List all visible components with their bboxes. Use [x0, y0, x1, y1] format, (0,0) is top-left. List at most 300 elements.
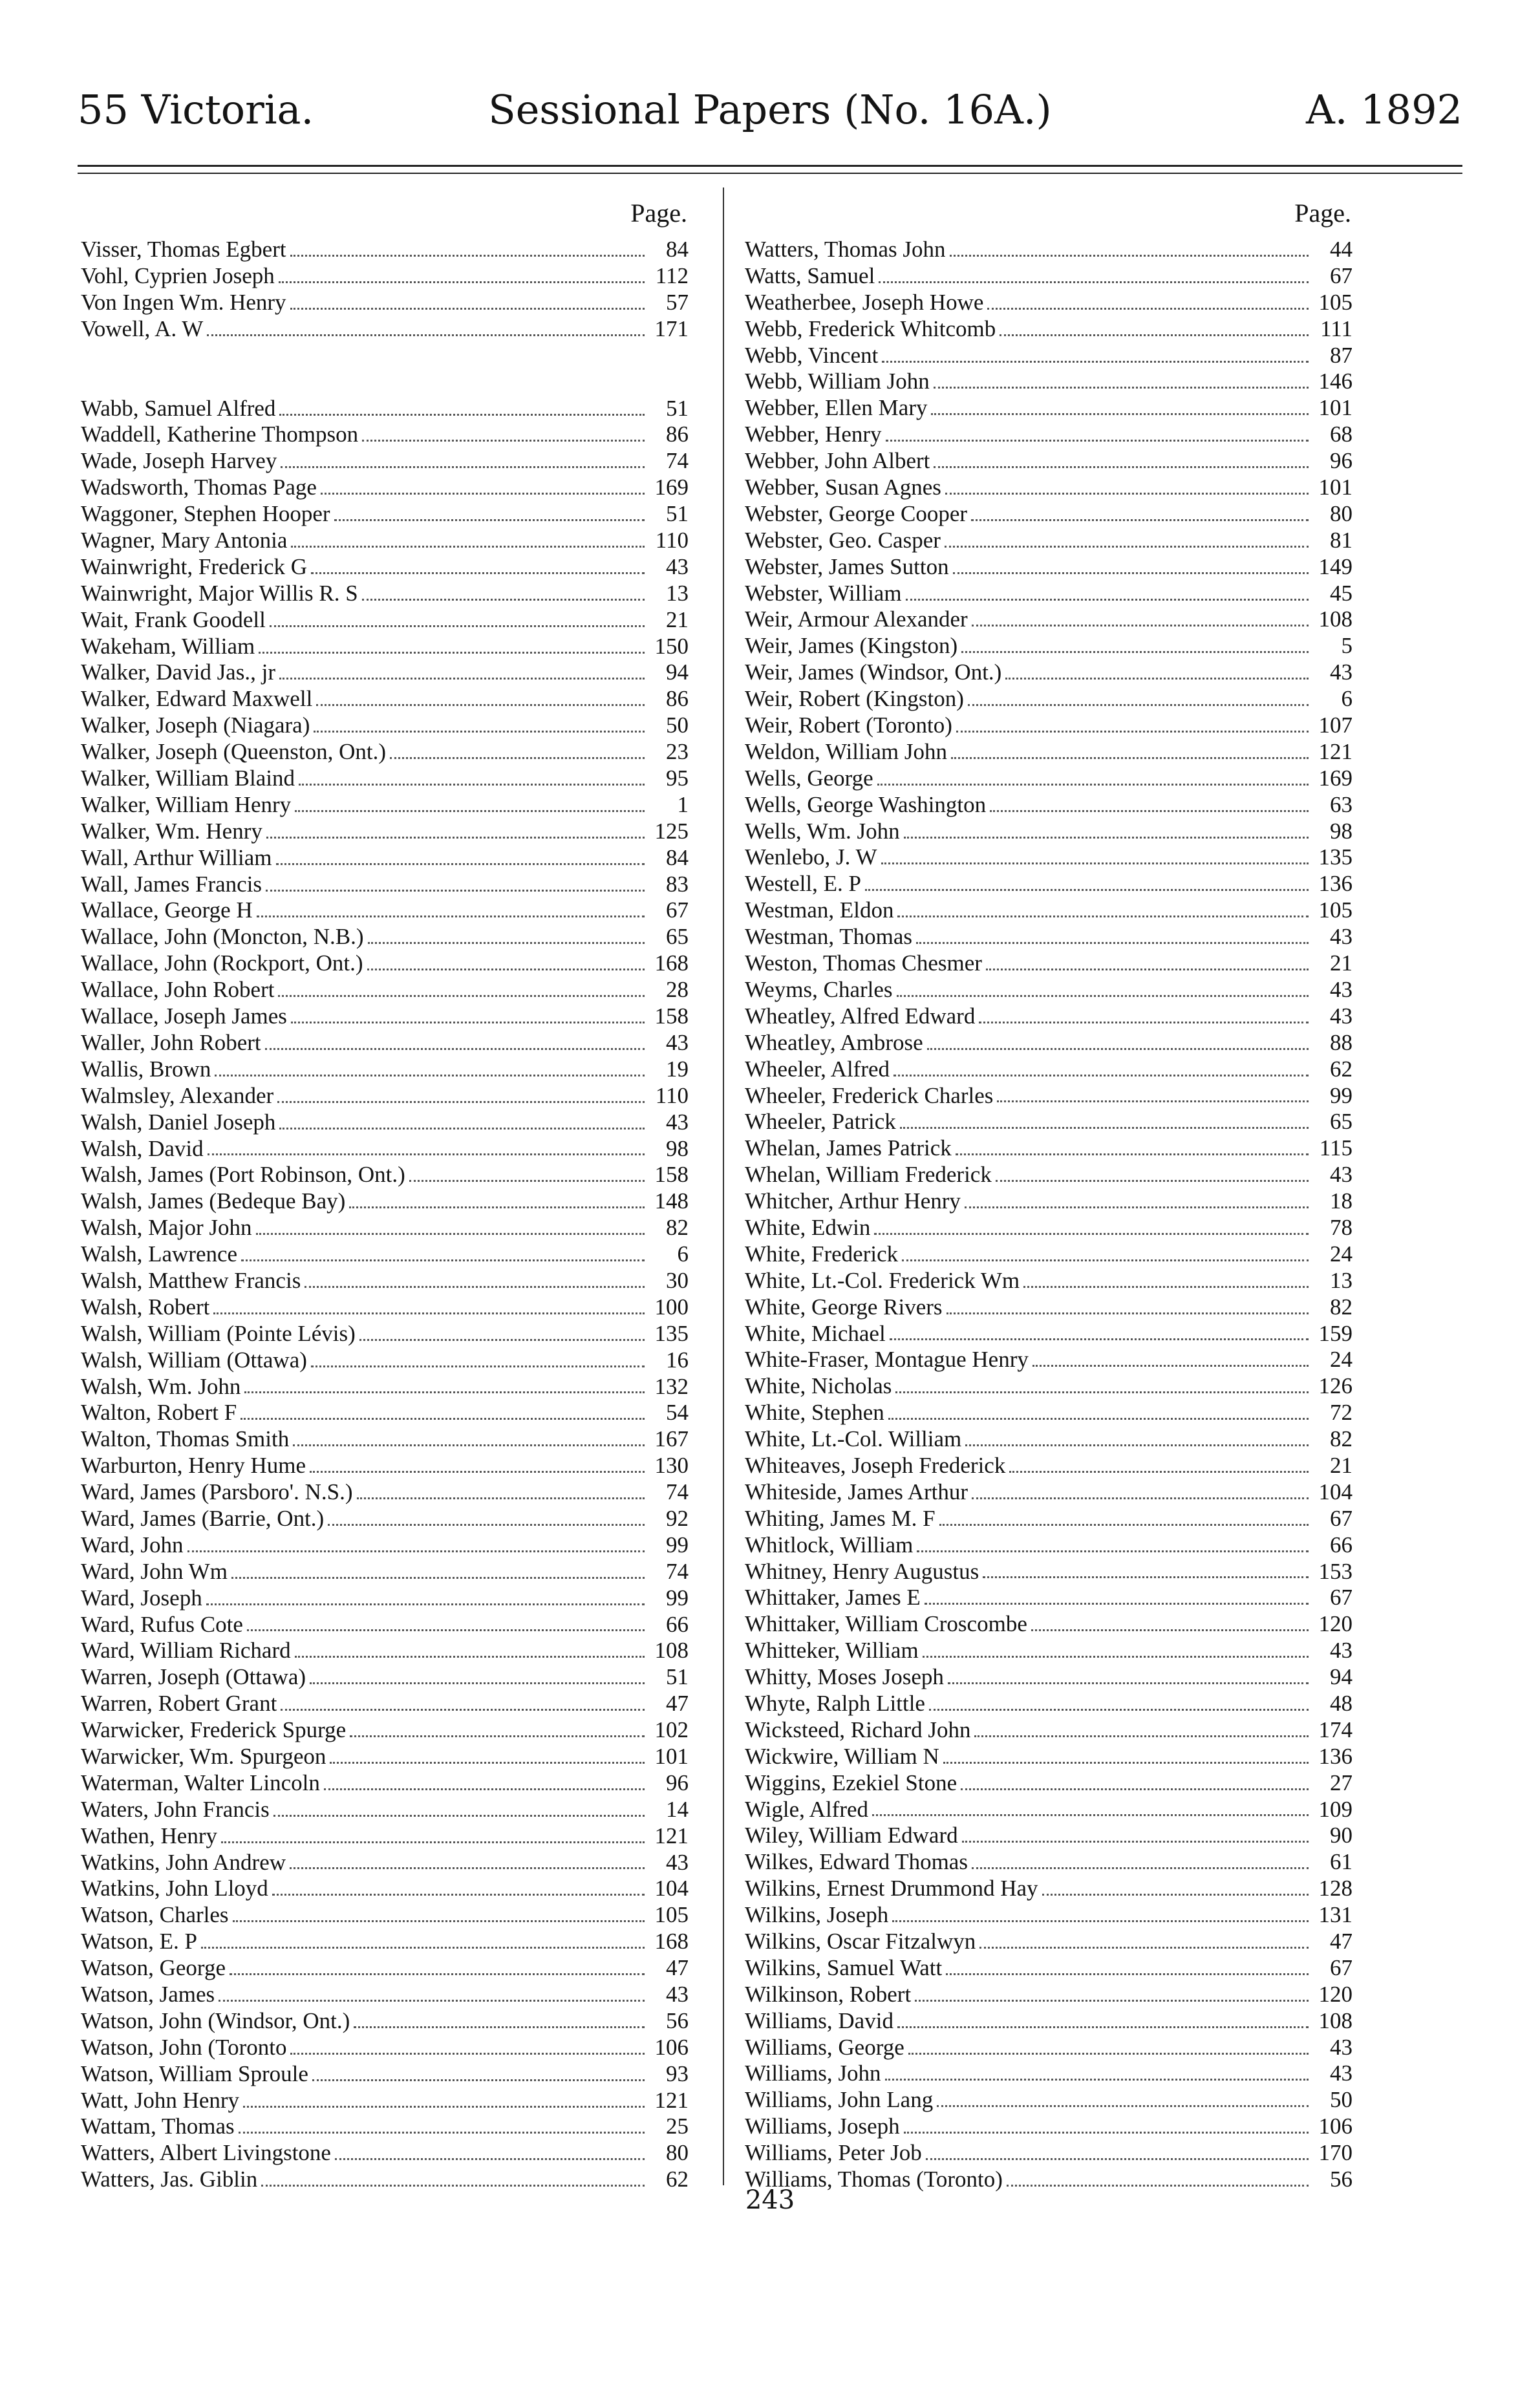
index-entry: [81, 2061, 689, 2088]
entry-page: 95: [666, 765, 689, 791]
entry-name: Vowell, A. W: [81, 316, 204, 341]
dot-leader: [934, 387, 1309, 389]
entry-name: Wattam, Thomas: [81, 2114, 235, 2139]
entry-name: Webster, George Cooper: [745, 500, 968, 526]
entry-name: Walsh, David: [81, 1135, 204, 1161]
dot-leader: [213, 1312, 645, 1314]
dot-leader: [885, 2079, 1309, 2081]
entry-name: Webster, William: [745, 580, 902, 606]
dot-leader: [879, 281, 1309, 283]
entry-page: 74: [666, 1479, 689, 1505]
dot-leader: [291, 1022, 645, 1023]
entry-page: 96: [666, 1770, 689, 1795]
entry-name: Whiting, James M. F: [745, 1505, 936, 1531]
dot-leader: [971, 519, 1309, 521]
dot-leader: [277, 1101, 645, 1103]
dot-leader: [295, 1656, 645, 1658]
entry-page: 168: [654, 950, 689, 976]
entry-page: 62: [666, 2167, 689, 2192]
entry-name: Watson, William Sproule: [81, 2061, 308, 2086]
entry-page: 57: [666, 289, 689, 315]
entry-name: White, George Rivers: [745, 1294, 943, 1320]
index-entry: [81, 581, 689, 607]
entry-name: Whittaker, James E: [745, 1585, 921, 1611]
index-entry: [745, 1294, 1353, 1321]
entry-page: 67: [1330, 1585, 1353, 1611]
entry-name: Walsh, Robert: [81, 1294, 210, 1320]
entry-name: Wakeham, William: [81, 633, 255, 659]
index-entry: [81, 765, 689, 792]
index-entry: [81, 1612, 689, 1638]
dot-leader: [929, 1709, 1309, 1711]
entry-name: Wheatley, Ambrose: [745, 1029, 923, 1055]
entry-name: Whittaker, William Croscombe: [745, 1611, 1027, 1637]
dot-leader: [1042, 1894, 1309, 1896]
dot-leader: [257, 915, 645, 917]
entry-name: Walker, Wm. Henry: [81, 818, 262, 844]
index-entry: [81, 1638, 689, 1664]
entry-page: 6: [677, 1241, 689, 1267]
entry-page: 67: [1330, 262, 1353, 288]
entry-page: 169: [654, 475, 689, 500]
entry-page: 23: [666, 739, 689, 765]
entry-page: 27: [1330, 1770, 1353, 1795]
entry-page: 125: [654, 818, 689, 844]
dot-leader: [937, 2105, 1309, 2107]
index-entry: [745, 1135, 1353, 1162]
entry-name: Weir, Robert (Toronto): [745, 712, 952, 738]
entry-page: 74: [666, 448, 689, 474]
dot-leader: [316, 704, 645, 706]
entry-page: 21: [666, 606, 689, 632]
entry-page: 63: [1330, 791, 1353, 817]
index-entry: [745, 844, 1353, 871]
index-entry: [81, 1268, 689, 1294]
index-entry: [81, 501, 689, 528]
entry-name: Weir, Robert (Kingston): [745, 686, 964, 712]
entry-name: Wiggins, Ezekiel Stone: [745, 1770, 957, 1795]
index-entry: [745, 1955, 1353, 1982]
entry-page: 65: [1330, 1109, 1353, 1135]
entry-page: 51: [666, 501, 689, 527]
entry-page: 121: [1318, 738, 1353, 764]
dot-leader: [956, 1153, 1309, 1155]
entry-page: 47: [1330, 1929, 1353, 1954]
dot-leader: [279, 1128, 645, 1129]
entry-name: Wabb, Samuel Alfred: [81, 395, 276, 421]
entry-name: Weir, Armour Alexander: [745, 606, 968, 632]
index-entry: [745, 1585, 1353, 1611]
entry-page: 105: [654, 1902, 689, 1928]
index-entry: [745, 395, 1353, 422]
index-entry: [745, 2087, 1353, 2114]
dot-leader: [956, 731, 1309, 733]
entry-page: 43: [1330, 2034, 1353, 2060]
index-entry: [81, 1400, 689, 1426]
dot-leader: [390, 757, 645, 759]
entry-page: 107: [1318, 712, 1353, 738]
dot-leader: [900, 1127, 1309, 1129]
entry-name: Wathen, Henry: [81, 1823, 217, 1848]
entry-name: Westman, Thomas: [745, 924, 912, 950]
index-entry: [81, 712, 689, 739]
index-entry: [745, 924, 1353, 950]
dot-leader: [972, 625, 1309, 626]
index-entry: [81, 1585, 689, 1612]
entry-page: 43: [666, 1109, 689, 1135]
entry-page: 61: [1330, 1849, 1353, 1875]
entry-page: 94: [1330, 1664, 1353, 1690]
index-column-left: [81, 194, 689, 2193]
entry-name: Ward, John Wm: [81, 1558, 228, 1584]
entry-page: 121: [654, 1823, 689, 1848]
index-entry: [81, 1294, 689, 1321]
entry-name: Williams, Peter Job: [745, 2140, 922, 2166]
dot-leader: [893, 1075, 1309, 1076]
index-entry: [81, 872, 689, 898]
entry-page: 108: [1318, 606, 1353, 632]
entry-name: Wells, Wm. John: [745, 818, 900, 844]
entry-name: Walker, David Jas., jr: [81, 659, 275, 685]
entry-name: Whelan, James Patrick: [745, 1135, 952, 1161]
index-entry: [81, 1797, 689, 1823]
index-entry: [81, 1162, 689, 1188]
index-entry: [81, 924, 689, 950]
index-entry: [81, 290, 689, 316]
index-entry: [81, 686, 689, 712]
dot-leader: [215, 1075, 645, 1076]
index-entry: [81, 950, 689, 977]
entry-name: Wilkins, Samuel Watt: [745, 1954, 943, 1980]
dot-leader: [897, 2026, 1309, 2028]
entry-page: 83: [666, 871, 689, 897]
entry-name: Wenlebo, J. W: [745, 844, 877, 870]
entry-page: 19: [666, 1056, 689, 1082]
dot-leader: [290, 1867, 645, 1869]
index-entry: [745, 1876, 1353, 1902]
index-entry: [745, 1638, 1353, 1664]
entry-name: Watson, John (Toronto: [81, 2034, 287, 2060]
entry-page: 43: [1330, 1638, 1353, 1664]
index-entry: [81, 1321, 689, 1347]
entry-page: 43: [1330, 2061, 1353, 2086]
entry-page: 150: [654, 633, 689, 659]
entry-page: 148: [654, 1188, 689, 1214]
index-entry: [81, 1850, 689, 1876]
entry-name: Wagner, Mary Antonia: [81, 528, 288, 553]
entry-name: Webber, Ellen Mary: [745, 395, 928, 421]
index-entry: [745, 1373, 1353, 1400]
entry-page: 1: [677, 791, 689, 817]
index-entry: [745, 1453, 1353, 1479]
index-entry: [745, 712, 1353, 739]
index-entry: [81, 1744, 689, 1770]
header-rule: [78, 165, 1462, 167]
entry-name: White, Stephen: [745, 1400, 884, 1426]
entry-page: 16: [666, 1347, 689, 1373]
dot-leader: [962, 1841, 1309, 1843]
index-entry: [81, 1347, 689, 1374]
index-entry: [745, 897, 1353, 924]
dot-leader: [305, 1286, 645, 1288]
dot-leader: [965, 1444, 1309, 1446]
entry-name: Wilkinson, Robert: [745, 1981, 912, 2007]
entry-name: Westell, E. P: [745, 871, 861, 897]
index-entry: [81, 1003, 689, 1030]
dot-leader: [247, 1629, 645, 1631]
entry-name: Whitlock, William: [745, 1532, 914, 1558]
entry-name: White, Edwin: [745, 1214, 871, 1240]
entry-page: 65: [666, 924, 689, 950]
dot-leader: [990, 810, 1309, 812]
dot-leader: [272, 1894, 645, 1896]
entry-name: Walton, Robert F: [81, 1400, 237, 1426]
index-entry: [745, 237, 1353, 263]
entry-name: Wigle, Alfred: [745, 1796, 869, 1822]
entry-name: Williams, John: [745, 2061, 881, 2086]
entry-page: 67: [1330, 1505, 1353, 1531]
entry-page: 106: [1318, 2114, 1353, 2139]
index-entry: [81, 819, 689, 845]
entry-page: 106: [654, 2034, 689, 2060]
entry-page: 109: [1318, 1796, 1353, 1822]
entry-page: 86: [666, 686, 689, 712]
index-entry: [81, 1083, 689, 1109]
dot-leader: [943, 1762, 1309, 1764]
entry-name: Wainwright, Major Willis R. S: [81, 580, 358, 606]
dot-leader: [950, 255, 1309, 257]
entry-name: Williams, George: [745, 2034, 904, 2060]
entry-name: Whiteaves, Joseph Frederick: [745, 1452, 1006, 1478]
index-entry: [81, 1188, 689, 1215]
entry-page: 105: [1318, 897, 1353, 923]
entry-page: 99: [666, 1585, 689, 1611]
index-entry: [745, 263, 1353, 290]
entry-page: 104: [654, 1876, 689, 1901]
index-entry: [745, 1003, 1353, 1030]
entry-page: 21: [1330, 1452, 1353, 1478]
dot-leader: [886, 440, 1309, 442]
dot-leader: [265, 1048, 645, 1050]
dot-leader: [219, 2000, 645, 2002]
dot-leader: [926, 2158, 1309, 2160]
index-entry: [745, 1849, 1353, 1876]
dot-leader: [241, 1418, 645, 1420]
entry-name: Wells, George Washington: [745, 791, 987, 817]
section-gap: [81, 343, 689, 396]
dot-leader: [362, 599, 645, 601]
dot-leader: [243, 2106, 645, 2108]
entry-name: Wallace, John (Rockport, Ont.): [81, 950, 363, 976]
entry-name: Wickwire, William N: [745, 1743, 939, 1769]
entry-page: 94: [666, 659, 689, 685]
index-column-right: [745, 194, 1353, 2193]
entry-page: 110: [655, 1082, 689, 1108]
index-entry: [81, 1056, 689, 1083]
entry-page: 92: [666, 1505, 689, 1531]
dot-leader: [314, 731, 645, 733]
entry-page: 146: [1318, 369, 1353, 394]
entry-name: Walmsley, Alexander: [81, 1082, 274, 1108]
index-entry: [745, 1929, 1353, 1955]
index-entry: [745, 1109, 1353, 1135]
entry-page: 101: [1318, 395, 1353, 421]
entry-name: Webb, Frederick Whitcomb: [745, 316, 996, 341]
entry-name: White, Michael: [745, 1320, 886, 1346]
entry-page: 28: [666, 977, 689, 1003]
index-entry: [81, 1876, 689, 1902]
index-entry: [81, 977, 689, 1003]
dot-leader: [290, 255, 645, 257]
entry-name: Wallace, George H: [81, 897, 253, 923]
dot-leader: [273, 1815, 645, 1817]
entry-name: Walsh, William (Ottawa): [81, 1347, 307, 1373]
entry-name: Warwicker, Frederick Spurge: [81, 1717, 347, 1743]
dot-leader: [874, 1233, 1309, 1235]
entry-page: 98: [1330, 818, 1353, 844]
entry-name: Watt, John Henry: [81, 2087, 240, 2113]
index-entry: [745, 2008, 1353, 2035]
dot-leader: [241, 1259, 645, 1261]
entry-page: 80: [666, 2140, 689, 2166]
entry-page: 88: [1330, 1029, 1353, 1055]
index-entry: [81, 1902, 689, 1929]
dot-leader: [925, 1603, 1309, 1605]
entry-name: Warwicker, Wm. Spurgeon: [81, 1743, 326, 1769]
entry-name: Webster, James Sutton: [745, 553, 949, 579]
index-entry: [81, 792, 689, 819]
dot-leader: [244, 1391, 645, 1393]
entry-name: Weldon, William John: [745, 738, 948, 764]
dot-leader: [945, 546, 1309, 548]
index-entry: [745, 316, 1353, 343]
entry-name: Webb, Vincent: [745, 342, 879, 368]
entry-page: 56: [666, 2007, 689, 2033]
entry-page: 167: [654, 1426, 689, 1452]
entry-page: 132: [654, 1373, 689, 1399]
dot-leader: [231, 1577, 645, 1579]
entry-name: Warburton, Henry Hume: [81, 1453, 306, 1479]
entry-page: 98: [666, 1135, 689, 1161]
dot-leader: [350, 1735, 645, 1737]
entry-name: Wall, James Francis: [81, 871, 262, 897]
index-entry: [745, 1030, 1353, 1056]
entry-page: 131: [1318, 1902, 1353, 1928]
entry-name: Walsh, William (Pointe Lévis): [81, 1320, 356, 1346]
page-header: [78, 78, 1462, 142]
dot-leader: [972, 1867, 1309, 1869]
entry-name: Wadsworth, Thomas Page: [81, 475, 317, 500]
entry-name: Watters, Thomas John: [745, 237, 946, 262]
entry-page: 174: [1318, 1717, 1353, 1742]
entry-page: 48: [1330, 1690, 1353, 1716]
entry-page: 66: [1330, 1532, 1353, 1558]
dot-leader: [335, 2158, 645, 2160]
entry-name: Webber, Henry: [745, 422, 882, 447]
entry-page: 99: [1330, 1082, 1353, 1108]
dot-leader: [897, 995, 1309, 997]
entry-page: 62: [1330, 1056, 1353, 1082]
dot-leader: [951, 757, 1309, 759]
dot-leader: [201, 1947, 645, 1949]
dot-leader: [270, 625, 645, 627]
dot-leader: [311, 572, 645, 574]
index-entry: [745, 2114, 1353, 2140]
dot-leader: [330, 1762, 645, 1764]
entry-name: Weir, James (Kingston): [745, 633, 958, 659]
entry-page: 93: [666, 2061, 689, 2086]
dot-leader: [908, 2053, 1309, 2055]
index-entry: [745, 1717, 1353, 1744]
entry-name: Waters, John Francis: [81, 1796, 270, 1822]
entry-page: 5: [1341, 633, 1353, 659]
index-entry: [81, 739, 689, 765]
dot-leader: [934, 466, 1309, 468]
index-entry: [81, 845, 689, 872]
header-year: A. 1892: [1306, 86, 1462, 133]
dot-leader: [259, 652, 645, 654]
index-entry: [745, 2061, 1353, 2087]
entry-page: 67: [666, 897, 689, 923]
entry-name: Watson, George: [81, 1955, 226, 1981]
dot-leader: [324, 1788, 645, 1790]
entry-page: 47: [666, 1691, 689, 1717]
entry-name: Whiteside, James Arthur: [745, 1479, 968, 1504]
entry-name: Walker, Joseph (Niagara): [81, 712, 310, 738]
entry-page: 25: [666, 2114, 689, 2139]
dot-leader: [349, 1206, 645, 1208]
entry-name: Watters, Albert Livingstone: [81, 2140, 331, 2166]
entry-page: 96: [1330, 448, 1353, 474]
index-entry: [81, 237, 689, 263]
entry-page: 50: [666, 712, 689, 738]
entry-name: Williams, David: [745, 2007, 893, 2033]
entry-name: Wells, George: [745, 765, 873, 791]
dot-leader: [945, 493, 1309, 495]
dot-leader: [881, 862, 1309, 864]
entry-page: 68: [1330, 422, 1353, 447]
entry-name: Wilkins, Ernest Drummond Hay: [745, 1876, 1038, 1901]
dot-leader: [291, 546, 645, 548]
dot-leader: [281, 1709, 645, 1711]
entry-name: Wheeler, Patrick: [745, 1109, 896, 1135]
entry-page: 24: [1330, 1347, 1353, 1373]
entry-page: 153: [1318, 1558, 1353, 1584]
dot-leader: [207, 334, 645, 336]
entry-page: 104: [1318, 1479, 1353, 1504]
dot-leader: [208, 1153, 645, 1155]
entry-page: 100: [654, 1294, 689, 1320]
entry-page: 110: [655, 528, 689, 553]
entry-page: 21: [1330, 950, 1353, 976]
dot-leader: [362, 440, 645, 442]
dot-leader: [311, 1365, 645, 1367]
dot-leader: [221, 1841, 645, 1843]
index-entry: [745, 1056, 1353, 1083]
entry-name: Weston, Thomas Chesmer: [745, 950, 982, 976]
index-entry: [745, 290, 1353, 316]
index-entry: [745, 1982, 1353, 2008]
index-entry: [745, 950, 1353, 977]
index-entry: [745, 871, 1353, 897]
entry-name: Ward, Rufus Cote: [81, 1611, 243, 1637]
dot-leader: [888, 1418, 1309, 1420]
dot-leader: [239, 2132, 645, 2134]
entry-name: Ward, Joseph: [81, 1585, 202, 1611]
index-entry: [81, 1559, 689, 1585]
index-entry: [745, 1664, 1353, 1691]
index-entry: [745, 1770, 1353, 1797]
